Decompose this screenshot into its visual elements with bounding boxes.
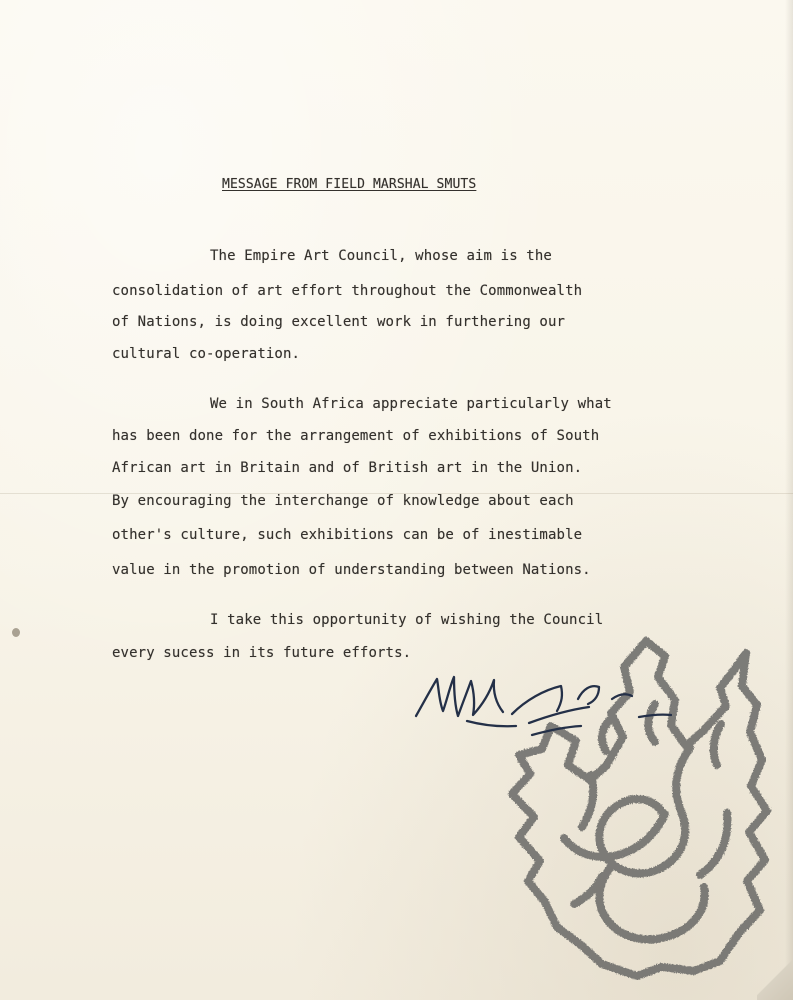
phoenix-emblem-icon — [495, 630, 790, 980]
paragraph-2-line-4: By encouraging the interchange of knowledge about each — [112, 493, 574, 509]
paragraph-3-line-1: I take this opportunity of wishing the Council — [210, 612, 604, 628]
paragraph-1-line-1: The Empire Art Council, whose aim is the — [210, 248, 552, 264]
signature-icon — [412, 655, 672, 750]
paragraph-2-line-1: We in South Africa appreciate particularly what — [210, 396, 612, 412]
paper-stain — [12, 628, 20, 637]
paragraph-2-line-2: has been done for the arrangement of exhibitions of South — [112, 428, 600, 444]
paragraph-3-line-2: every sucess in its future efforts. — [112, 645, 412, 661]
paragraph-2-line-6: value in the promotion of understanding between Nations. — [112, 562, 591, 578]
paper-edge-shadow — [785, 0, 793, 1000]
paragraph-1-line-3: of Nations, is doing excellent work in furthering our — [112, 314, 566, 330]
paragraph-1-line-2: consolidation of art effort throughout the Commonwealth — [112, 283, 583, 299]
paragraph-2-line-3: African art in Britain and of British art in the Union. — [112, 460, 583, 476]
paper-corner-curl — [757, 956, 793, 1000]
paragraph-1-line-4: cultural co-operation. — [112, 346, 301, 362]
paragraph-2-line-5: other's culture, such exhibitions can be of inestimable — [112, 527, 583, 543]
document-title: MESSAGE FROM FIELD MARSHAL SMUTS — [222, 177, 477, 192]
